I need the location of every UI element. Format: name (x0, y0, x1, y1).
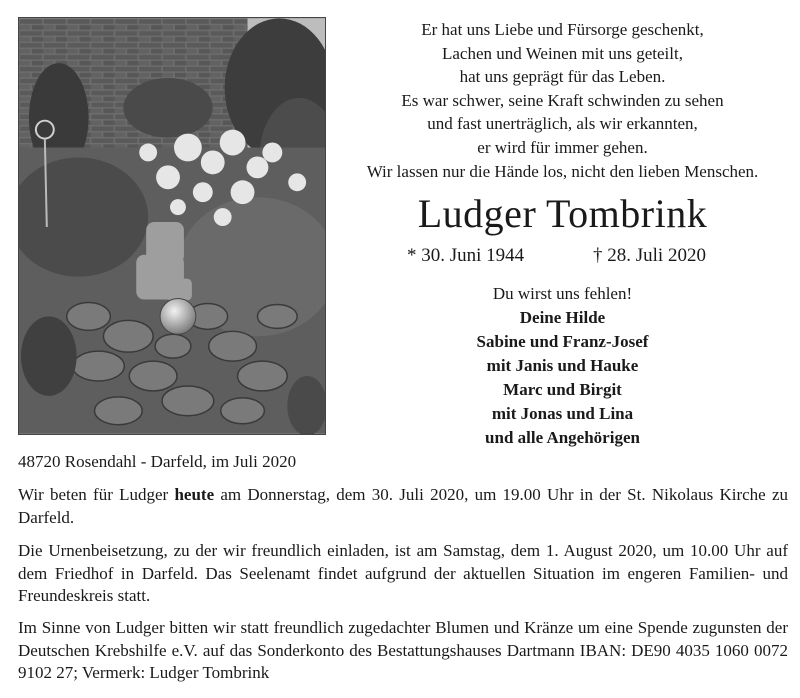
donation-paragraph: Im Sinne von Ludger bitten wir statt freundlich zugedachter Blumen und Kränze um eine Spende zugunsten der Deutschen Krebshilfe e.V. auf das Sonderkonto des Bestattungshauses Dartmann IBAN: DE90 4035 1060 0072 9102 27; Vermerk: Ludger Tombrink (18, 618, 788, 682)
deceased-name: Ludger Tombrink (417, 191, 708, 236)
poem-line: er wird für immer gehen. (477, 137, 648, 157)
mourner-line: mit Janis und Hauke (486, 356, 639, 375)
poem-line: hat uns geprägt für das Leben. (459, 67, 666, 87)
mourner-line: mit Jonas und Lina (491, 404, 634, 423)
death-date: † 28. Juli 2020 (593, 245, 706, 266)
mourner-line: Deine Hilde (519, 308, 606, 327)
garden-photo-illustration (19, 18, 325, 434)
garden-photo (18, 17, 326, 435)
poem-line: Wir lassen nur die Hände los, nicht den lieben Menschen. (366, 161, 759, 181)
prayer-text-end: am Donnerstag, dem 30. Juli 2020, um 19.00 Uhr in der St. Nikolaus Kirche zu Darfeld. (18, 485, 788, 527)
poem-line: Er hat uns Liebe und Fürsorge geschenkt, (421, 20, 704, 39)
birth-date: * 30. Juni 1944 (407, 245, 525, 266)
prayer-text-emphasis: heute (174, 485, 215, 504)
prayer-text-start: Wir beten für Ludger (18, 485, 175, 504)
poem-line: und fast unerträglich, als wir erkannten, (427, 114, 698, 134)
mourner-line: und alle Angehörigen (485, 428, 640, 447)
prayer-paragraph (18, 484, 788, 529)
burial-paragraph: Die Urnenbeisetzung, zu der wir freundlich einladen, ist am Samstag, dem 1. August 2020, um 10.00 Uhr auf dem Friedhof in Darfeld. Das Seelenamt findet aufgrund der aktuellen Situation im engeren Familien- und Freundeskreis statt. (18, 541, 788, 605)
mourner-line: Sabine und Franz-Josef (476, 332, 649, 351)
poem-line: Lachen und Weinen mit uns geteilt, (442, 43, 683, 63)
mourners-intro: Du wirst uns fehlen! (492, 284, 633, 303)
place-date: 48720 Rosendahl - Darfeld, im Juli 2020 (18, 452, 297, 471)
mourner-line: Marc und Birgit (503, 380, 622, 399)
poem (330, 18, 795, 183)
mourners-list (330, 282, 795, 450)
poem-line: Es war schwer, seine Kraft schwinden zu sehen (401, 90, 724, 110)
